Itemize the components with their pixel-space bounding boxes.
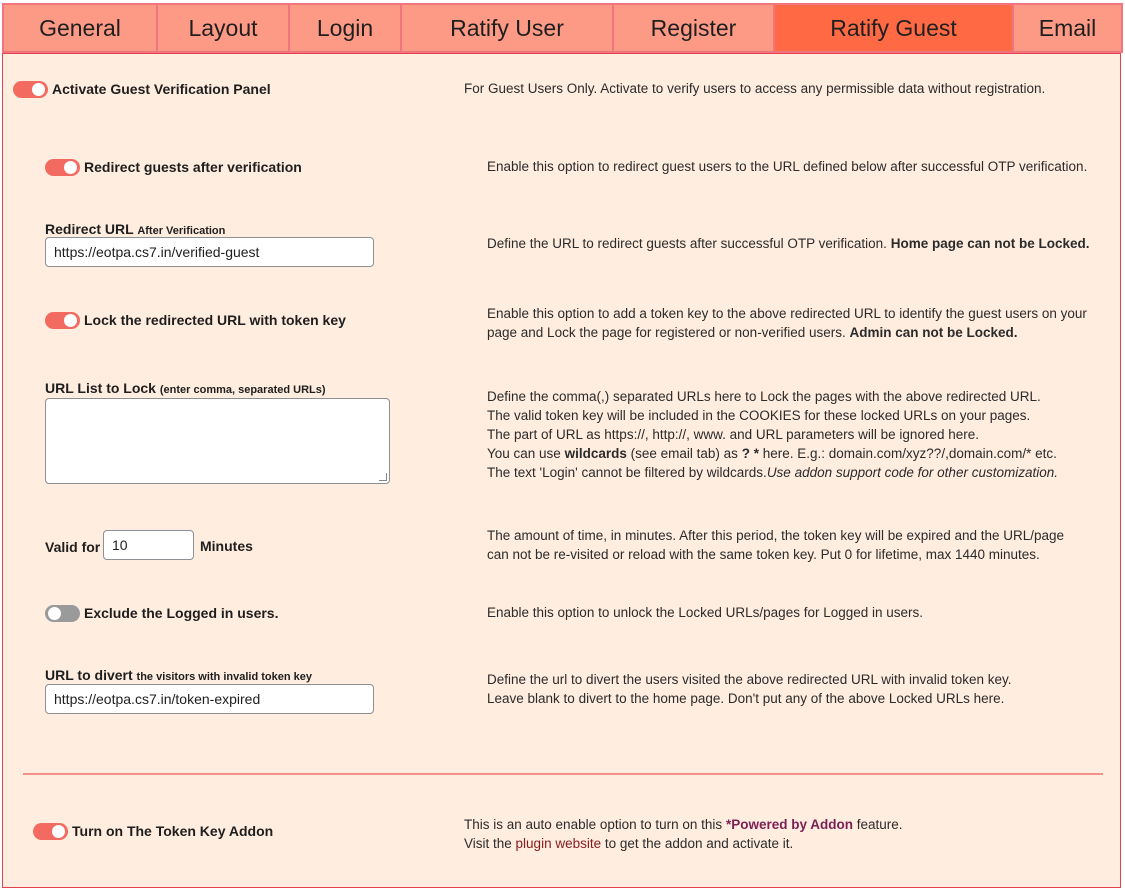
token-addon-toggle[interactable] [33,823,68,840]
divert-url-label-main: URL to divert [45,667,133,683]
valid-for-desc-line2: can not be re-visited or reload with the same token key. Put 0 for lifetime, max 1440 minutes. [487,547,1040,562]
plugin-website-link[interactable]: plugin website [515,836,602,851]
divert-url-label-hint: the visitors with invalid token key [136,671,312,683]
tab-ratify-guest[interactable]: Ratify Guest [773,3,1014,53]
exclude-logged-desc: Enable this option to unlock the Locked URLs/pages for Logged in users. [487,605,924,620]
valid-for-input[interactable]: 10 [103,530,194,560]
desc-text: (see email tab) as [630,446,738,461]
exclude-logged-toggle[interactable] [45,605,80,622]
tab-general[interactable]: General [2,3,158,53]
redirect-url-label-main: Redirect URL [45,221,134,237]
desc-text: You can use [487,446,561,461]
token-addon-desc [464,815,903,853]
lock-url-desc-line2 [487,323,1087,342]
token-addon-label: Turn on The Token Key Addon [72,823,274,839]
divert-url-desc-line2: Leave blank to divert to the home page. Don't put any of the above Locked URLs here. [487,691,1005,706]
redirect-url-input[interactable]: https://eotpa.cs7.in/verified-guest [45,237,374,267]
valid-for-label: Valid for [45,539,101,555]
toggle-knob [64,161,77,174]
redirect-url-desc-text: Define the URL to redirect guests after successful OTP verification. [487,236,887,251]
toggle-knob [64,314,77,327]
lock-url-desc [487,304,1087,342]
lock-url-toggle[interactable] [45,312,80,329]
url-list-desc-line5 [487,463,1058,482]
redirect-url-desc-bold: Home page can not be Locked. [890,236,1090,251]
url-list-desc-line1: Define the comma(,) separated URLs here to Lock the pages with the above redirected URL. [487,389,1041,404]
divert-url-desc [487,670,1012,708]
redirect-url-label [45,221,225,237]
desc-text: Visit the [464,836,512,851]
resize-handle[interactable] [379,473,387,481]
desc-text: here. E.g.: domain.com/xyz??/,domain.com/* etc. [762,446,1057,461]
desc-text: This is an auto enable option to turn on this [464,817,723,832]
valid-for-desc [487,526,1064,564]
valid-for-desc-line1: The amount of time, in minutes. After this period, the token key will be expired and the URL/page [487,528,1065,543]
toggle-knob [32,83,45,96]
redirect-url-label-hint: After Verification [137,225,226,237]
section-divider [23,773,1103,775]
url-list-desc-line4 [487,444,1058,463]
url-list-textarea[interactable] [45,398,390,484]
redirect-url-desc [487,234,1090,253]
url-list-desc-line3: The part of URL as https://, http://, www. and URL parameters will be ignored here. [487,427,979,442]
redirect-guests-toggle[interactable] [45,159,80,176]
activate-guest-label: Activate Guest Verification Panel [52,81,271,97]
tab-login[interactable]: Login [288,3,402,53]
token-addon-desc-line1 [464,815,903,834]
ratify-guest-panel [2,53,1121,888]
lock-url-desc-line2-text: page and Lock the page for registered or non-verified users. [487,325,846,340]
divert-url-label [45,667,312,683]
desc-bold: ? * [741,446,759,461]
lock-url-desc-line1: Enable this option to add a token key to the above redirected URL to identify the guest users on your [487,306,1087,321]
tab-email[interactable]: Email [1012,3,1123,53]
activate-guest-toggle[interactable] [13,81,48,98]
divert-url-desc-line1: Define the url to divert the users visited the above redirected URL with invalid token key. [487,672,1012,687]
tab-register[interactable]: Register [612,3,775,53]
divert-url-input[interactable]: https://eotpa.cs7.in/token-expired [45,684,374,714]
tab-ratify-user[interactable]: Ratify User [400,3,614,53]
desc-italic: Use addon support code for other customization. [766,465,1058,480]
toggle-knob [48,607,61,620]
powered-by-addon-text: *Powered by Addon [725,817,853,832]
exclude-logged-label: Exclude the Logged in users. [84,605,279,621]
redirect-guests-label: Redirect guests after verification [84,159,302,175]
desc-text: to get the addon and activate it. [604,836,794,851]
token-addon-desc-line2 [464,834,903,853]
desc-bold: wildcards [564,446,627,461]
desc-text: feature. [856,817,903,832]
valid-for-unit: Minutes [200,538,253,554]
url-list-label [45,380,326,396]
url-list-label-main: URL List to Lock [45,380,156,396]
activate-guest-desc: For Guest Users Only. Activate to verify users to access any permissible data without registration. [464,81,1046,96]
lock-url-desc-bold: Admin can not be Locked. [849,325,1018,340]
toggle-knob [52,825,65,838]
desc-text: The text 'Login' cannot be filtered by wildcards. [487,465,767,480]
redirect-guests-desc: Enable this option to redirect guest users to the URL defined below after successful OTP verification. [487,159,1088,174]
url-list-label-hint: (enter comma, separated URLs) [159,384,326,396]
tab-layout[interactable]: Layout [156,3,290,53]
url-list-desc-line2: The valid token key will be included in the COOKIES for these locked URLs on your pages. [487,408,1031,423]
url-list-desc [487,387,1058,482]
lock-url-label: Lock the redirected URL with token key [84,312,346,328]
